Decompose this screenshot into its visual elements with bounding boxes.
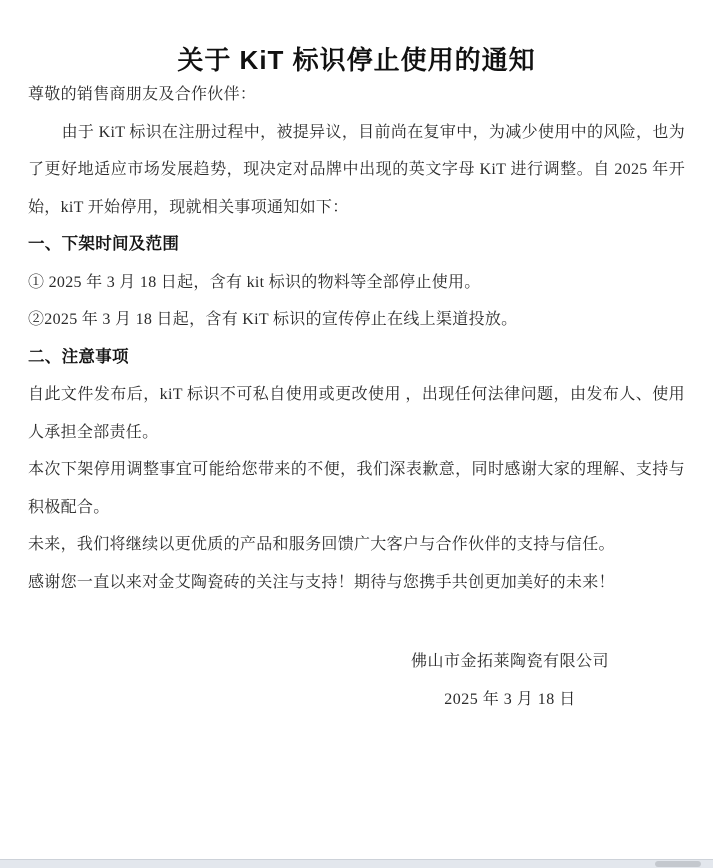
signature-date: 2025 年 3 月 18 日 [444,690,576,708]
company-name: 佛山市金拓莱陶瓷有限公司 [410,653,609,670]
signature-block [375,643,645,718]
section1-item-1: ① 2025 年 3 月 18 日起，含有 kit 标识的物料等全部停止使用。 [28,273,481,291]
intro-paragraph: 由于 KiT 标识在注册过程中，被提异议，目前尚在复审中，为减少使用中的风险，也为了更好地适应市场发展趋势，现决定对品牌中出现的英文字母 KiT 进行调整。自 2025 年开始，kiT 开始停用，现就相关事项通知如下： [28,123,685,216]
section2-paragraph-1: 自此文件发布后，kiT 标识不可私自使用或更改使用 ，出现任何法律问题，由发布人、使用人承担全部责任。 [28,386,685,441]
page-title: 关于 KiT 标识停止使用的通知 [177,45,536,75]
section1-item-2: ②2025 年 3 月 18 日起，含有 KiT 标识的宣传停止在线上渠道投放。 [28,311,518,328]
section2-heading: 二、注意事项 [28,347,129,366]
section2-paragraph-4: 感谢您一直以来对金艾陶瓷砖的关注与支持！期待与您携手共创更加美好的未来！ [28,573,615,591]
section1-heading: 一、下架时间及范围 [28,235,180,253]
horizontal-scrollbar-thumb[interactable] [655,861,701,867]
section2-paragraph-3: 未来，我们将继续以更优质的产品和服务回馈广大客户与合作伙伴的支持与信任。 [28,536,615,553]
salutation: 尊敬的销售商朋友及合作伙伴： [28,86,257,103]
horizontal-scrollbar-track[interactable] [0,859,713,868]
section2-paragraph-2: 本次下架停用调整事宜可能给您带来的不便，我们深表歉意，同时感谢大家的理解、支持与积极配合。 [28,461,685,516]
